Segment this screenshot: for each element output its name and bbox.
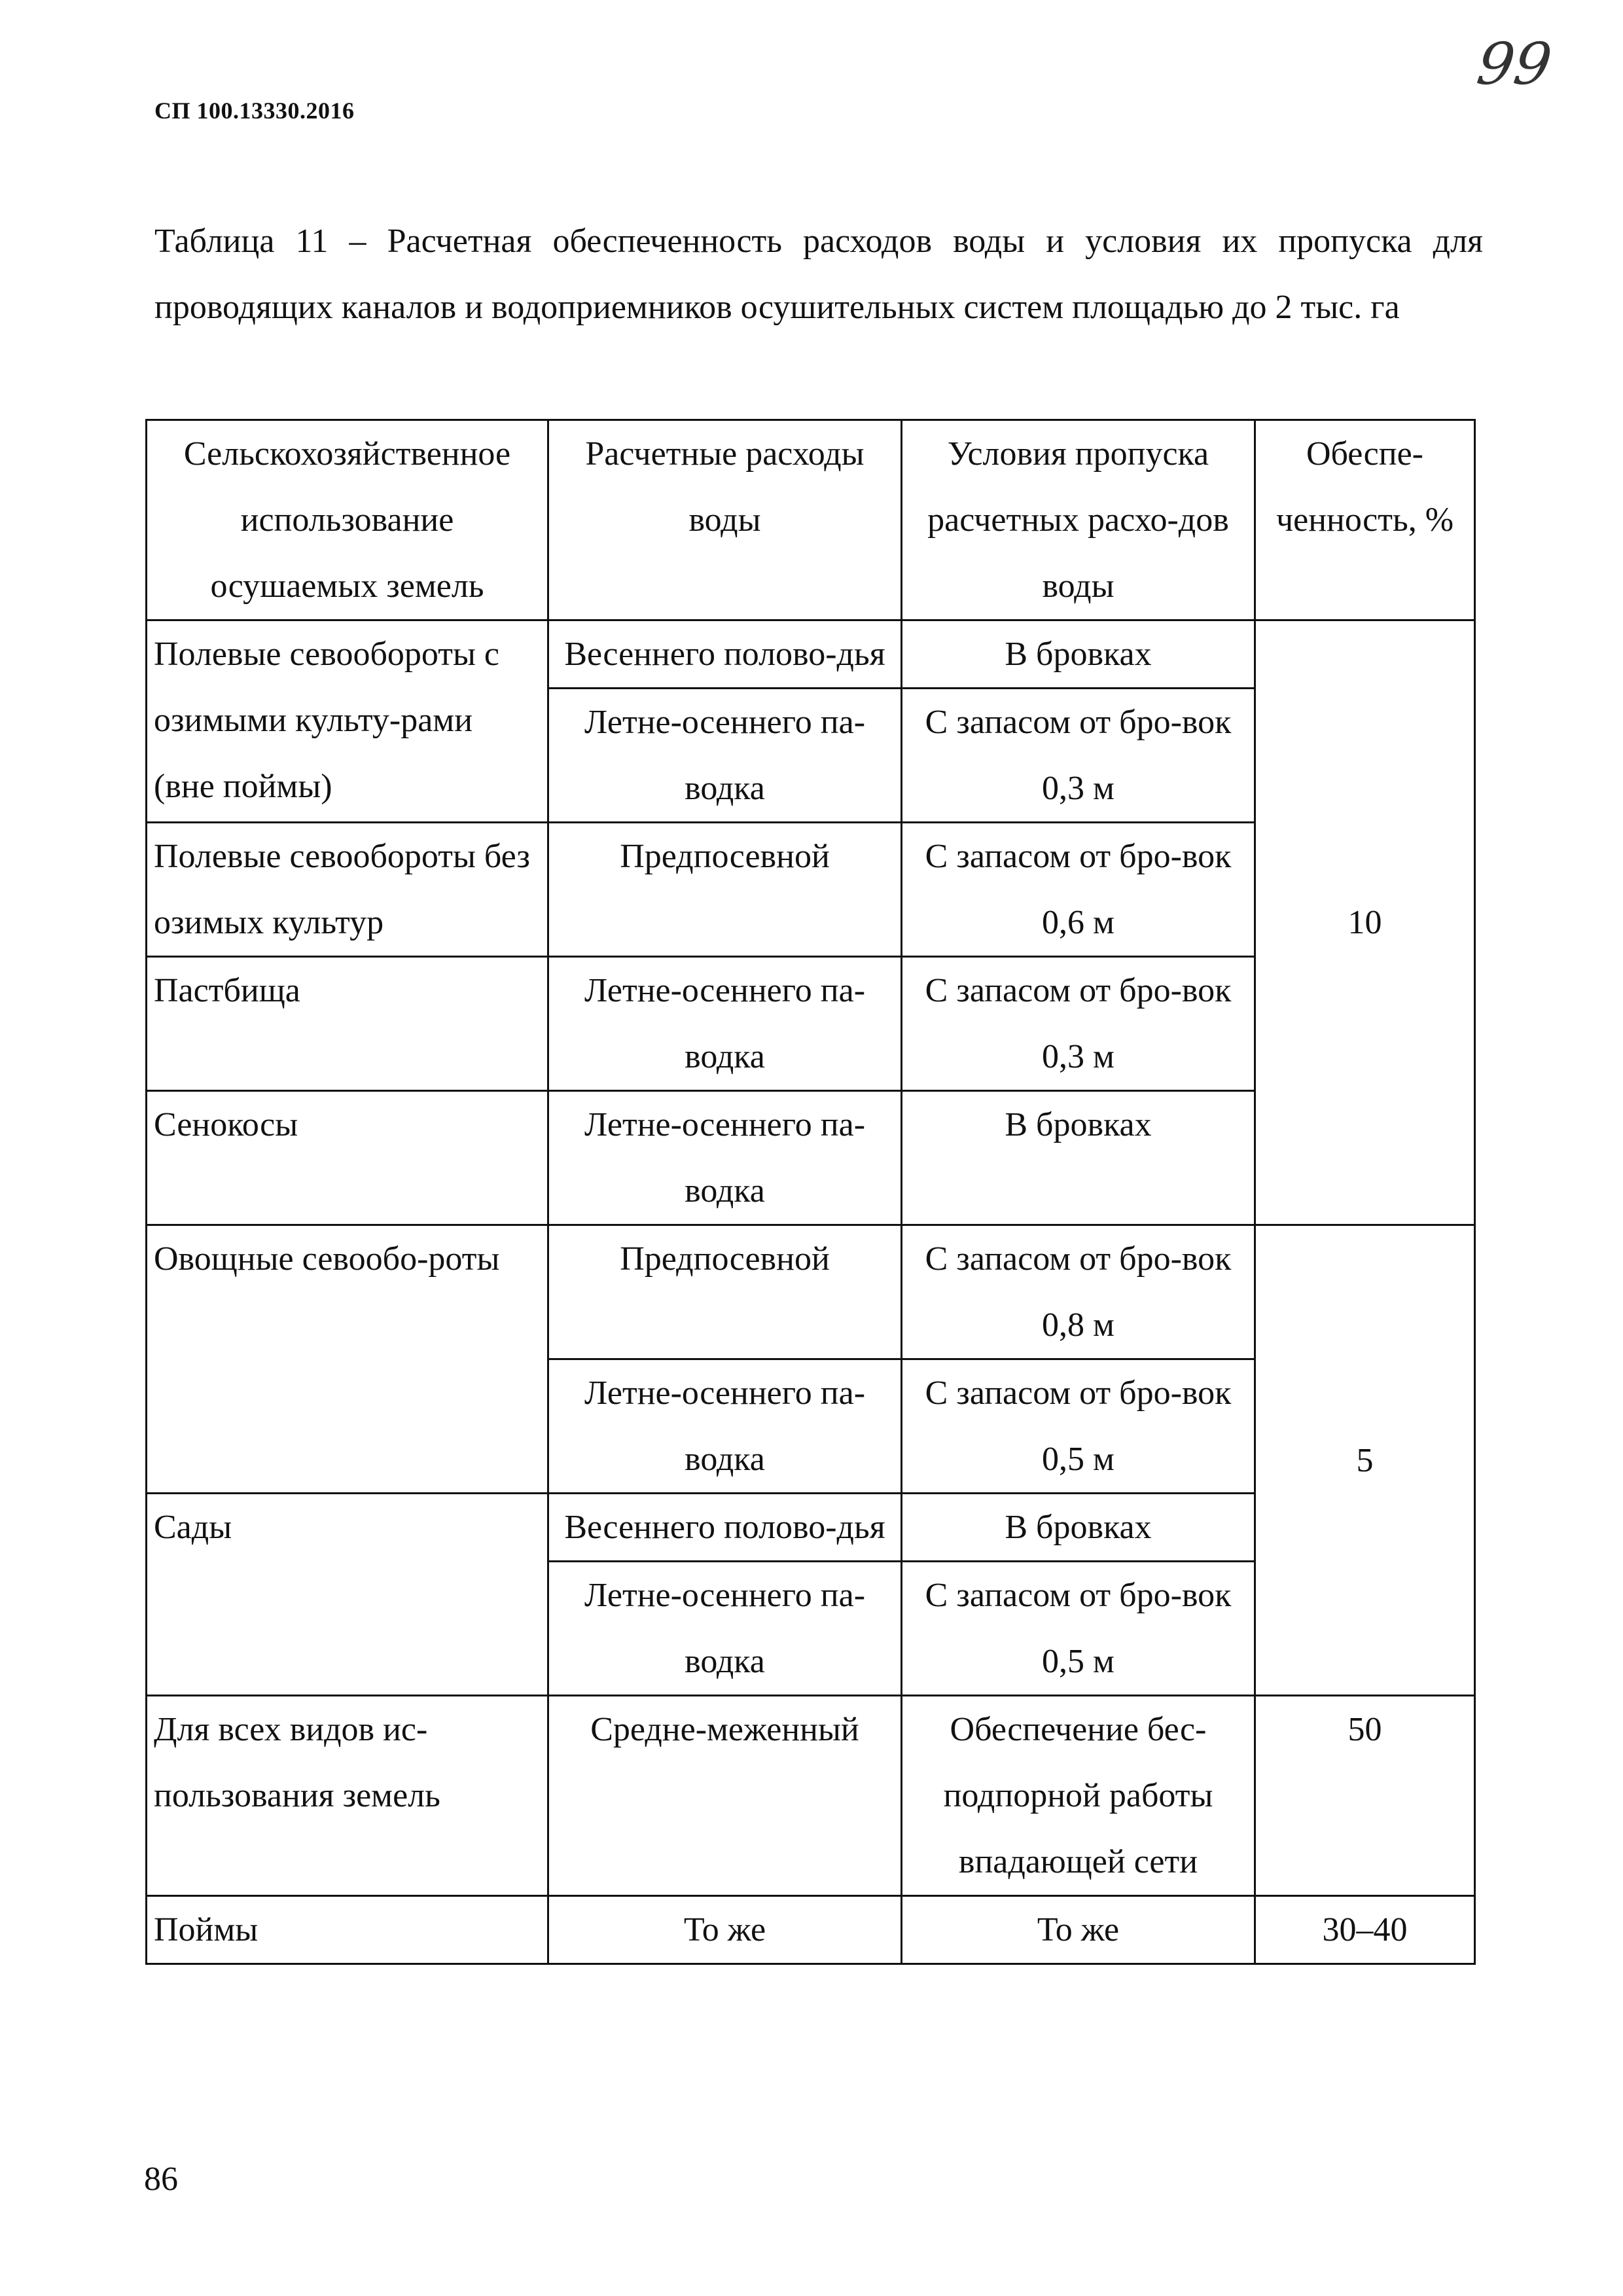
use-cell: Сады bbox=[147, 1494, 548, 1696]
use-cell: Сенокосы bbox=[147, 1091, 548, 1225]
handwritten-page-mark: 99 bbox=[1472, 30, 1556, 98]
column-header-use: Сельскохозяйственное использование осушаемых земель bbox=[147, 420, 548, 620]
flow-cell: То же bbox=[548, 1896, 902, 1964]
supply-cell: 5 bbox=[1255, 1225, 1475, 1696]
column-header-supply: Обеспе-ченность, % bbox=[1255, 420, 1475, 620]
use-cell: Овощные севообо-роты bbox=[147, 1225, 548, 1494]
flow-cell: Предпосевной bbox=[548, 823, 902, 957]
use-cell: Полевые севообороты без озимых культур bbox=[147, 823, 548, 957]
column-header-condition: Условия пропуска расчетных расхо-дов воды bbox=[902, 420, 1255, 620]
condition-cell: Обеспечение бес-подпорной работы впадающей сети bbox=[902, 1696, 1255, 1896]
table-caption: Таблица 11 – Расчетная обеспеченность расходов воды и условия их пропуска для проводящих каналов и водоприемников осушительных систем площадью до 2 тыс. га bbox=[154, 223, 1483, 326]
condition-cell: То же bbox=[902, 1896, 1255, 1964]
column-header-flow: Расчетные расходы воды bbox=[548, 420, 902, 620]
condition-cell: В бровках bbox=[902, 1091, 1255, 1225]
flow-cell: Весеннего полово-дья bbox=[548, 1494, 902, 1562]
flow-cell: Средне-меженный bbox=[548, 1696, 902, 1896]
condition-cell: С запасом от бро-вок 0,6 м bbox=[902, 823, 1255, 957]
flow-cell: Летне-осеннего па-водка bbox=[548, 1359, 902, 1494]
table-row bbox=[147, 1896, 1475, 1964]
condition-cell: В бровках bbox=[902, 1494, 1255, 1562]
condition-cell: С запасом от бро-вок 0,5 м bbox=[902, 1359, 1255, 1494]
use-cell: Для всех видов ис-пользования земель bbox=[147, 1696, 548, 1896]
flow-cell: Летне-осеннего па-водка bbox=[548, 1562, 902, 1696]
use-cell: Пастбища bbox=[147, 957, 548, 1091]
table-row bbox=[147, 1225, 1475, 1359]
condition-cell: С запасом от бро-вок 0,3 м bbox=[902, 689, 1255, 823]
table-row bbox=[147, 620, 1475, 689]
condition-cell: С запасом от бро-вок 0,3 м bbox=[902, 957, 1255, 1091]
flow-cell: Весеннего полово-дья bbox=[548, 620, 902, 689]
flow-cell: Летне-осеннего па-водка bbox=[548, 689, 902, 823]
use-cell: Поймы bbox=[147, 1896, 548, 1964]
table-row bbox=[147, 1696, 1475, 1896]
supply-cell: 50 bbox=[1255, 1696, 1475, 1896]
flow-cell: Летне-осеннего па-водка bbox=[548, 957, 902, 1091]
flow-cell: Летне-осеннего па-водка bbox=[548, 1091, 902, 1225]
table-header-row bbox=[147, 420, 1475, 620]
data-table bbox=[145, 419, 1476, 1965]
condition-cell: С запасом от бро-вок 0,5 м bbox=[902, 1562, 1255, 1696]
supply-cell: 10 bbox=[1255, 620, 1475, 1225]
flow-cell: Предпосевной bbox=[548, 1225, 902, 1359]
supply-cell: 30–40 bbox=[1255, 1896, 1475, 1964]
condition-cell: В бровках bbox=[902, 620, 1255, 689]
use-cell: Полевые севообороты с озимыми культу-рами (вне поймы) bbox=[147, 620, 548, 823]
condition-cell: С запасом от бро-вок 0,8 м bbox=[902, 1225, 1255, 1359]
document-code: СП 100.13330.2016 bbox=[154, 98, 355, 124]
page-number: 86 bbox=[144, 2161, 178, 2198]
